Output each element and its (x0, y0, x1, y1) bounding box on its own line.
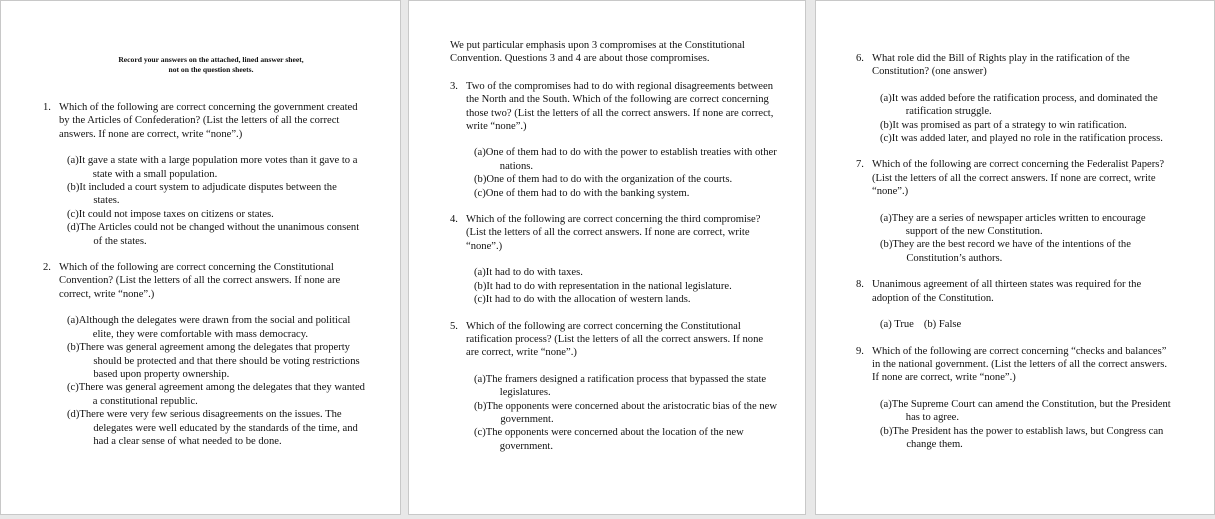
option-text: The Supreme Court can amend the Constitution, but the President has to agree. (891, 398, 1171, 424)
question-list (450, 80, 778, 453)
answer-option (67, 154, 365, 181)
question-item (450, 320, 778, 454)
question-item (43, 101, 365, 248)
option-letter: (c) (67, 382, 79, 394)
answer-option (67, 181, 365, 208)
answer-options (474, 266, 778, 306)
question-text: Which of the following are correct concerning “checks and balances” in the national government. (List the letters of all the correct answers. If none are correct, write “none”.) (872, 345, 1168, 384)
answer-options (67, 154, 365, 248)
question-text: Two of the compromises had to do with regional disagreements between the North and the South. Which of the following are correct concerning those two? (List the letters of all the correct answers. If none are correct, write “none”.) (466, 80, 774, 133)
question-stem (43, 261, 365, 301)
answer-option (474, 280, 778, 293)
question-item (856, 158, 1176, 265)
answer-sheet-instructions (43, 55, 365, 75)
question-list (43, 101, 365, 448)
answer-options (67, 314, 365, 448)
option-text: It was added before the ratification process, and dominated the ratification struggle. (891, 92, 1158, 118)
question-stem (856, 158, 1176, 198)
option-letter: (b) (880, 239, 893, 251)
option-text: The President has the power to establish laws, but Congress can change them. (892, 425, 1164, 450)
inline-option: (a) True (880, 319, 914, 331)
answer-option (67, 208, 365, 221)
answer-option (474, 400, 778, 427)
option-text: It gave a state with a large population more votes than it gave to a state with a small population. (78, 155, 358, 180)
option-text: It had to do with the allocation of western lands. (485, 294, 691, 306)
answer-option (880, 398, 1176, 425)
option-text: There were very few serious disagreements on the issues. The delegates were well educated by the standards of the time, and had a clear sense of what needed to be done. (79, 409, 358, 447)
document-page-1 (0, 0, 401, 515)
question-number: 7. (856, 159, 864, 171)
answer-option (880, 425, 1176, 452)
question-text: Which of the following are correct concerning the government created by the Articles of Confederation? (List the letters of all the correct answers. If none are correct, write “none”.) (59, 102, 358, 140)
option-letter: (b) (474, 400, 487, 412)
question-text: Which of the following are correct concerning the Constitutional Convention? (List the letters of all the correct answers. If none are correct, write “none”.) (59, 262, 341, 300)
question-list (856, 52, 1176, 451)
option-text: It was promised as part of a strategy to win ratification. (892, 119, 1127, 131)
option-letter: (a) (474, 147, 486, 159)
option-text: It included a court system to adjudicate disputes between the states. (79, 182, 337, 207)
answer-option (474, 173, 778, 186)
answer-options (474, 146, 778, 200)
option-letter: (c) (474, 187, 486, 199)
question-item (43, 261, 365, 448)
question-item (856, 52, 1176, 145)
option-text: There was general agreement among the delegates that property should be protected and that there should be voting restrictions based upon property ownership. (79, 342, 360, 380)
question-text: Which of the following are correct concerning the Constitutional ratification process? (List the letters of all the correct answers. If none are correct, write “none”.) (466, 320, 764, 359)
option-letter: (a) (67, 155, 79, 167)
question-stem (450, 80, 778, 134)
option-letter: (c) (474, 294, 486, 306)
option-text: They are the best record we have of the intentions of the Constitution’s authors. (892, 239, 1131, 264)
question-stem (856, 278, 1176, 305)
option-letter: (b) (474, 174, 487, 186)
instructions-line-1: Record your answers on the attached, lined answer sheet, (118, 55, 304, 64)
option-text: They are a series of newspaper articles written to encourage support of the new Constitution. (891, 212, 1146, 238)
question-stem (43, 101, 365, 141)
compromises-intro: We put particular emphasis upon 3 compromises at the Constitutional Convention. Questions 3 and 4 are about those compromises. (450, 40, 745, 65)
option-text: One of them had to do with the banking system. (485, 187, 690, 199)
answer-option (474, 373, 778, 400)
question-text: What role did the Bill of Rights play in the ratification of the Constitution? (one answer) (872, 53, 1130, 78)
answer-option (67, 408, 365, 448)
question-number: 9. (856, 345, 864, 357)
answer-options (880, 398, 1176, 452)
answer-option (474, 187, 778, 200)
question-stem (450, 320, 778, 360)
option-letter: (b) (880, 425, 893, 437)
question-item (856, 345, 1176, 452)
answer-option (67, 314, 365, 341)
answer-option (67, 341, 365, 381)
option-letter: (d) (67, 222, 80, 234)
option-text: The Articles could not be changed without the unanimous consent of the states. (79, 222, 360, 247)
question-stem (856, 345, 1176, 385)
question-number: 6. (856, 53, 864, 64)
option-letter: (a) (880, 212, 892, 224)
answer-option (474, 293, 778, 306)
document-page-2 (408, 0, 806, 515)
answer-option (67, 381, 365, 408)
option-letter: (c) (880, 133, 892, 145)
instructions-line-2: not on the question sheets. (168, 65, 254, 74)
option-text: The framers designed a ratification process that bypassed the state legislatures. (485, 373, 767, 399)
question-item (450, 213, 778, 306)
question-stem (450, 213, 778, 253)
true-false-options (880, 318, 1176, 331)
option-letter: (a) (474, 267, 486, 279)
question-text: Which of the following are correct concerning the Federalist Papers? (List the letters of all the correct answers. If none are correct, write “none”.) (872, 159, 1165, 198)
option-text: There was general agreement among the delegates that they wanted a constitutional republic. (78, 382, 365, 407)
answer-option (880, 92, 1176, 119)
answer-option (880, 119, 1176, 132)
question-number: 4. (450, 214, 458, 226)
option-text: One of them had to do with the organization of the courts. (486, 174, 733, 186)
answer-options (880, 212, 1176, 266)
answer-option (67, 221, 365, 248)
answer-options (474, 373, 778, 453)
option-text: One of them had to do with the power to establish treaties with other nations. (485, 147, 777, 172)
option-text: It was added later, and played no role in the ratification process. (891, 133, 1163, 145)
option-text: Although the delegates were drawn from the social and political elite, they were comfortable with mass democracy. (78, 315, 351, 340)
question-text: Unanimous agreement of all thirteen states was required for the adoption of the Constitution. (872, 279, 1142, 304)
option-text: The opponents were concerned about the aristocratic bias of the new government. (486, 400, 777, 425)
option-text: It could not impose taxes on citizens or states. (78, 208, 274, 220)
answer-option (474, 426, 778, 453)
question-number: 5. (450, 320, 458, 332)
question-item (450, 80, 778, 200)
option-letter: (b) (67, 342, 80, 354)
option-letter: (b) (67, 182, 80, 194)
answer-option (880, 238, 1176, 265)
option-letter: (c) (67, 208, 79, 220)
option-letter: (c) (474, 427, 486, 439)
option-letter: (d) (67, 409, 80, 421)
option-text: It had to do with taxes. (485, 267, 583, 279)
document-page-3 (815, 0, 1215, 515)
page-2-content (450, 39, 778, 466)
answer-options (880, 92, 1176, 146)
page-1-content (43, 55, 365, 461)
answer-option (880, 132, 1176, 145)
option-letter: (a) (67, 315, 79, 327)
option-letter: (a) (880, 92, 892, 104)
page-3-content (856, 52, 1176, 464)
inline-option: (b) False (923, 319, 962, 331)
question-text: Which of the following are correct concerning the third compromise? (List the letters of all the correct answers. If none are correct, write “none”.) (466, 214, 761, 252)
option-letter: (a) (880, 398, 892, 410)
question-number: 8. (856, 279, 864, 291)
answer-option (474, 146, 778, 173)
answer-option (474, 266, 778, 279)
option-letter: (b) (474, 280, 487, 292)
option-letter: (a) (474, 373, 486, 385)
answer-option (880, 212, 1176, 239)
option-text: The opponents were concerned about the location of the new government. (485, 427, 744, 452)
question-number: 2. (43, 262, 51, 274)
question-number: 1. (43, 102, 51, 113)
option-text: It had to do with representation in the national legislature. (486, 280, 732, 292)
question-number: 3. (450, 80, 458, 92)
question-stem (856, 52, 1176, 79)
question-item (856, 278, 1176, 331)
option-letter: (b) (880, 119, 893, 131)
